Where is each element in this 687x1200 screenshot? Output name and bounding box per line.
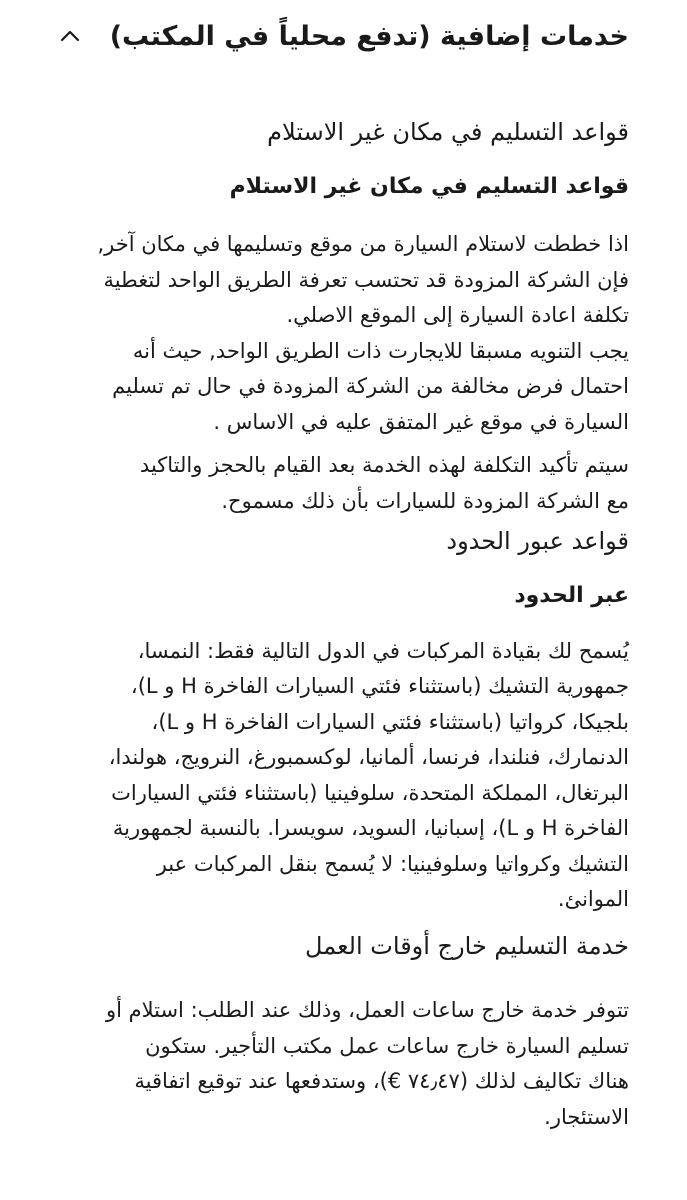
- cross-border-subheading: عبر الحدود: [514, 582, 629, 608]
- after-hours-paragraph: تتوفر خدمة خارج ساعات العمل، وذلك عند الطلب: استلام أو تسليم السيارة خارج ساعات عمل مكتب التأجير. ستكون هناك تكاليف لذلك (٧٤٫٤٧ €)، وستدفعها عند توقيع اتفاقية الاستئجار.: [105, 998, 629, 1129]
- after-hours-heading: خدمة التسليم خارج أوقات العمل: [305, 931, 629, 960]
- cross-border-paragraph: يُسمح لك بقيادة المركبات في الدول التالية فقط: النمسا، جمهورية التشيك (باستثناء فئتي السيارات الفاخرة H و L)، بلجيكا، كرواتيا (باستثناء فئتي السيارات الفاخرة H و L)، الدنمارك، فنلندا، فرنسا، ألمانيا، لوكسمبورغ، النرويج، هولندا، البرتغال، المملكة المتحدة، سلوفينيا (باستثناء فئتي السيارات الفاخرة H و L)، إسبانيا، السويد، سويسرا. بالنسبة لجمهورية التشيك وكرواتيا وسلوفينيا: لا يُسمح بنقل المركبات عبر الموانئ.: [108, 638, 629, 912]
- one-way-heading: قواعد التسليم في مكان غير الاستلام: [267, 118, 629, 146]
- accordion-header[interactable]: [56, 10, 629, 62]
- chevron-up-icon[interactable]: [56, 22, 84, 50]
- one-way-paragraph-2: سيتم تأكيد التكلفة لهذه الخدمة بعد القيام بالحجز والتاكيد مع الشركة المزودة للسيارات بأن ذلك مسموح.: [139, 453, 629, 513]
- accordion-title: خدمات إضافية (تدفع محلياً في المكتب): [109, 20, 629, 52]
- accordion-content: [49, 112, 629, 1135]
- one-way-paragraph-1: اذا خططت لاستلام السيارة من موقع وتسليمها في مكان آخر, فإن الشركة المزودة قد تحتسب تعرفة الطريق الواحد لتغطية تكلفة اعادة السيارة إلى الموقع الاصلي. يجب التنويه مسبقا للايجارت ذات الطريق الواحد, حيث أنه احتمال فرض مخالفة من الشركة المزودة في حال تم تسليم السيارة في موقع غير المتفق عليه في الاساس .: [97, 232, 629, 434]
- one-way-subheading: قواعد التسليم في مكان غير الاستلام: [229, 173, 629, 199]
- cross-border-heading: قواعد عبور الحدود: [446, 527, 629, 556]
